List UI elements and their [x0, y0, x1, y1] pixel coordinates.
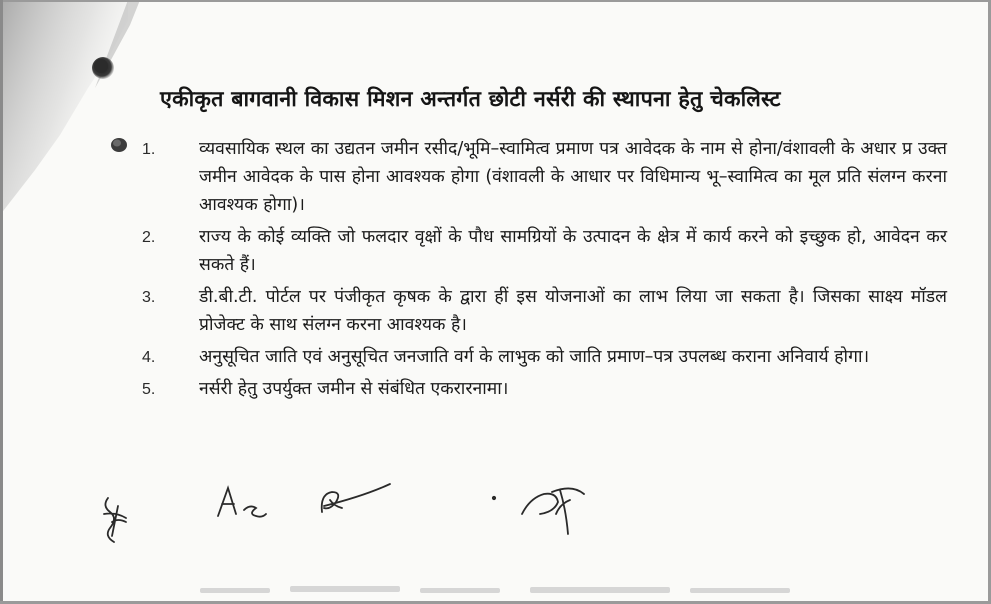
- signature-3: [322, 484, 390, 512]
- item-number: 1.: [142, 141, 156, 158]
- item-text: व्यवसायिक स्थल का उद्यतन जमीन रसीद/भूमि–स्वामित्व प्रमाण पत्र आवेदक के नाम से होना/वंशावली के अधार प्र उक्त जमीन आवेदक के पास होना आवश्यक होगा (वंशावली के आधार पर विधिमान्य भू–स्वामित्व का मूल प्रति संलग्न करना आवश्यक होगा)।: [199, 139, 947, 215]
- item-text: नर्सरी हेतु उपर्युक्त जमीन से संबंधित एकरारनामा।: [199, 379, 509, 399]
- checklist-item: [0, 343, 991, 371]
- item-number: 2.: [142, 229, 156, 246]
- item-text: अनुसूचित जाति एवं अनुसूचित जनजाति वर्ग के लाभुक को जाति प्रमाण–पत्र उपलब्ध कराना अनिवार्य होगा।: [199, 347, 870, 367]
- checklist-item: [0, 283, 991, 339]
- signature-4: [493, 488, 584, 534]
- item-number: 4.: [142, 349, 156, 366]
- faint-bleedthrough-text: [200, 580, 820, 600]
- item-number: 5.: [142, 381, 156, 398]
- item-number: 3.: [142, 289, 156, 306]
- checklist-item: [0, 135, 991, 219]
- checklist-item: [0, 223, 991, 279]
- item-text: राज्य के कोई व्यक्ति जो फलदार वृक्षों के पौध सामग्रियों के उत्पादन के क्षेत्र में कार्य करने को इच्छुक हो, आवेदन कर सकते हैं।: [199, 227, 947, 275]
- signature-2: [218, 488, 266, 517]
- signature-1: [104, 498, 126, 542]
- page-border-top: [0, 0, 991, 2]
- page-title: एकीकृत बागवानी विकास मिशन अन्तर्गत छोटी नर्सरी की स्थापना हेतु चेकलिस्ट: [160, 87, 781, 112]
- checklist: [0, 135, 991, 407]
- checklist-item: [0, 375, 991, 403]
- item-text: डी.बी.टी. पोर्टल पर पंजीकृत कृषक के द्वारा हीं इस योजनाओं का लाभ लिया जा सकता है। जिसका साक्ष्य मॉडल प्रोजेक्ट के साथ संलग्न करना आवश्यक है।: [199, 287, 947, 335]
